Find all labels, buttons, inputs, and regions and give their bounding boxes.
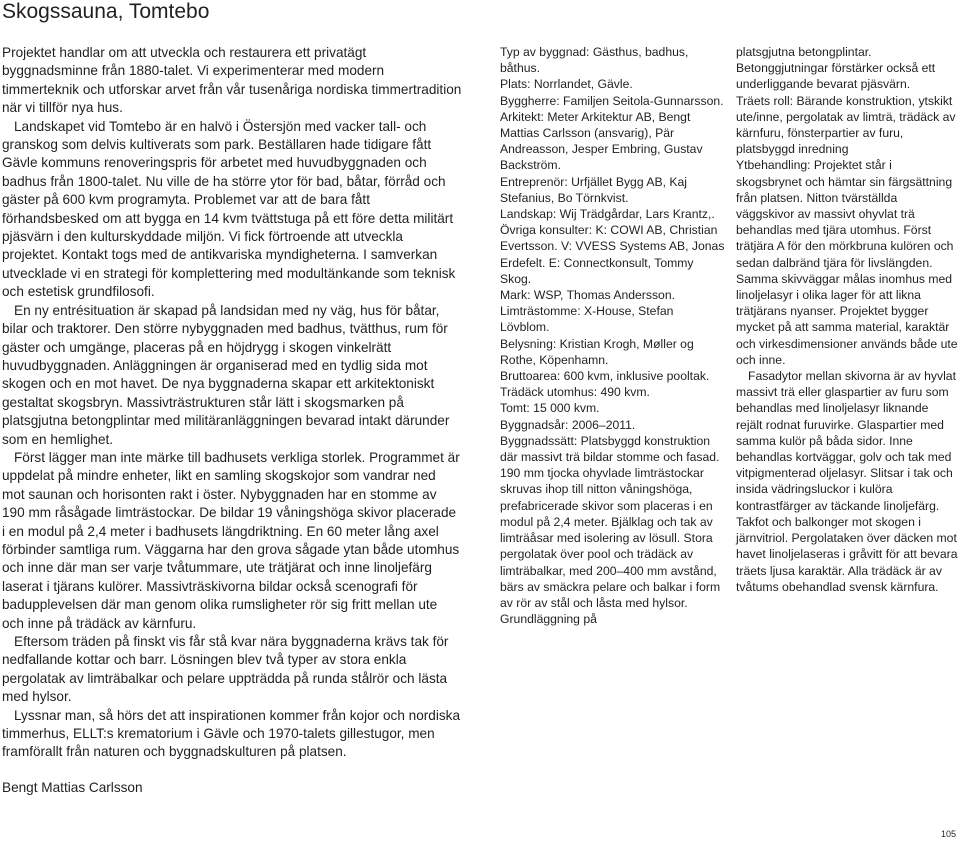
project-facts-column (500, 44, 726, 627)
fact-paragraph: Ytbehandling: Projektet står i skogsbrynet och hämtar sin färgsättning från platsen. Nitton tvärställda väggskivor av massivt ohyvlat trä behandlas med tjära utomhus. Först trätjära A för den mörkbruna kulören och sedan dalbränd tjära för livslängden. Samma skivväggar målas inomhus med linoljelasyr i olika lager för att likna trätjärans nyanser. Projektet bygger mycket på att samma material, karaktär och virkesdimensioner används både ute och inne. (736, 158, 958, 367)
fact-line: Byggherre: Familjen Seitola-Gunnarsson. (500, 93, 724, 108)
paragraph: Projektet handlar om att utveckla och restaurera ett privatägt byggnadsminne från 1880-talet. Vi experimenterar med modern timmerteknik och utforskar arvet från vår tusenåriga nordiska timmertradition när vi tillför nya hus. (2, 45, 462, 116)
fact-line: 190 mm tjocka ohyvlade limträstockar skruvas ihop till nitton våningshöga, prefabricerade skivor som placeras i en modul på 2,4 meter. Bjälklag och tak av limträåsar med isolering av lösull. Stora pergolatak över pool och trädäck av limträbalkar, med 200–400 mm avstånd, bärs av smäckra pelare och balkar i form av rör av stål och låsta med hylsor. Grundläggning på (500, 466, 721, 627)
fact-line: Trädäck utomhus: 490 kvm. (500, 385, 650, 400)
paragraph: Eftersom träden på finskt vis får stå kvar nära byggnaderna krävs tak för nedfallande kottar och barr. Lösningen blev två typer av stora enkla pergolatak av limträbalkar och pelare uppträdda på runda stålrör och lästa med hylsor. (2, 634, 449, 705)
author-signature: Bengt Mattias Carlsson (2, 779, 143, 795)
fact-line: Tomt: 15 000 kvm. (500, 401, 600, 416)
fact-line: Byggnadsår: 2006–2011. (500, 417, 636, 432)
fact-line: Övriga konsulter: K: COWI AB, Christian Evertsson. V: VVESS Systems AB, Jonas Erdefelt. E: Connectkonsult, Tommy Skog. (500, 223, 725, 286)
fact-line: Byggnadssätt: Platsbyggd konstruktion där massivt trä bildar stomme och fasad. (500, 433, 720, 465)
fact-paragraph: platsgjutna betongplintar. Betonggjutningar förstärker också ett underliggande bevarat pjäsvärn. (736, 45, 936, 92)
fact-paragraph: Träets roll: Bärande konstruktion, ytskikt ute/inne, pergolatak av limträ, trädäck av kärnfuru, fönsterpartier av furu, platsbyggd inredning (736, 93, 956, 157)
paragraph: Först lägger man inte märke till badhusets verkliga storlek. Programmet är uppdelat på mindre enheter, likt en samling skogskojor som vandrar ned mot saunan och horisonten rakt i öster. Nybyggnaden har en stomme av 190 mm råsågade limträstockar. De bildar 19 våningshöga skivor placerade i en modul på 2,4 meter i badhusets längdriktning. En 60 meter lång axel förbinder samtliga rum. Väggarna har den grova sågade ytan både utomhus och inne där man ser varje tvåtummare, ute trätjärat och inne linoljefärg laserat i tjärans kulörer. Massivträskivorna bildar också scenografi för badupplevelsen där man genom olika rumsligheter rör sig fritt mellan ute och inne på trädäck av kärnfuru. (2, 449, 460, 631)
fact-line: Limträstomme: X-House, Stefan Lövblom. (500, 304, 674, 335)
fact-line: Bruttoarea: 600 kvm, inklusive pooltak. (500, 369, 710, 384)
fact-line: Arkitekt: Meter Arkitektur AB, Bengt Mattias Carlsson (ansvarig), Pär Andreasson, Jesper Embring, Gustav Backström. (500, 109, 703, 173)
fact-line: Plats: Norrlandet, Gävle. (500, 77, 633, 92)
fact-line: Entreprenör: Urfjället Bygg AB, Kaj Stefanius, Bo Törnkvist. (500, 174, 687, 205)
fact-line: Landskap: Wij Trädgårdar, Lars Krantz,. (500, 207, 715, 222)
treatment-column (736, 44, 958, 595)
paragraph: Lyssnar man, så hörs det att inspirationen kommer från kojor och nordiska timmerhus, ELLT:s krematorium i Gävle och 1970-talets gillestugor, men framförallt från naturen och byggnadskulturen på platsen. (2, 707, 461, 760)
article-title: Skogssauna, Tomtebo (2, 0, 210, 23)
paragraph: En ny entrésituation är skapad på landsidan med ny väg, hus för båtar, bilar och traktorer. Den större nybyggnaden med badhus, tvätthus, rum för gäster och umgänge, placeras på en höjdrygg i skogen vinkelrätt huvudbyggnaden. Anläggningen är organiserad med en tydlig sida mot skogen och en mot havet. De nya byggnaderna skapar ett arkitektoniskt gestaltat skogsbryn. Massivträstrukturen står lätt i skogsmarken på platsgjutna betongplintar med militäranläggningen bevarad intakt därunder som en hemlighet. (2, 302, 450, 447)
paragraph: Landskapet vid Tomtebo är en halvö i Östersjön med vacker tall- och granskog som delvis kultiverats som park. Beställaren hade tidigare fått Gävle kommuns renoveringspris för arbetet med huvudbyggnaden och badhus från 1800-talet. Nu ville de ha större ytor för bad, båtar, förråd och gäster på 600 kvm programyta. Problemet var att de bara fått förhandsbesked om att bygga en 14 kvm tvättstuga på ett före detta militärt pjäsvärn i den kulturskyddade miljön. Vi fick förtroende att utveckla projektet. Kontakt togs med de antikvariska myndigheterna. I samverkan utvecklade vi en strategi för komplettering med modultänkande som teknisk och estetisk grundfilosofi. (2, 118, 456, 300)
fact-line: Mark: WSP, Thomas Andersson. (500, 288, 675, 303)
page-number: 105 (940, 829, 956, 839)
fact-line: Typ av byggnad: Gästhus, badhus, båthus. (500, 45, 689, 76)
fact-line: Belysning: Kristian Krogh, Møller og Rothe, Köpenhamn. (500, 336, 694, 367)
main-text-column (2, 44, 462, 797)
fact-paragraph: Fasadytor mellan skivorna är av hyvlat massivt trä eller glaspartier av furu som behandlas med linoljelasyr liknande rejält rodnat furuvirke. Glaspartier med samma kulör på båda sidor. Inne behandlas kortväggar, golv och tak med vitpigmenterad oljelasyr. Slitsar i tak och insida vädringsluckor i kulöra kontrastfärger av täckande linoljefärg. Takfot och balkonger mot skogen i järnvitriol. Pergolataken över däcken mot havet linoljelaseras i gråvitt för att bevara träets ljusa karaktär. Alla trädäck är av tvåtums obehandlad svensk kärnfura. (736, 369, 958, 594)
